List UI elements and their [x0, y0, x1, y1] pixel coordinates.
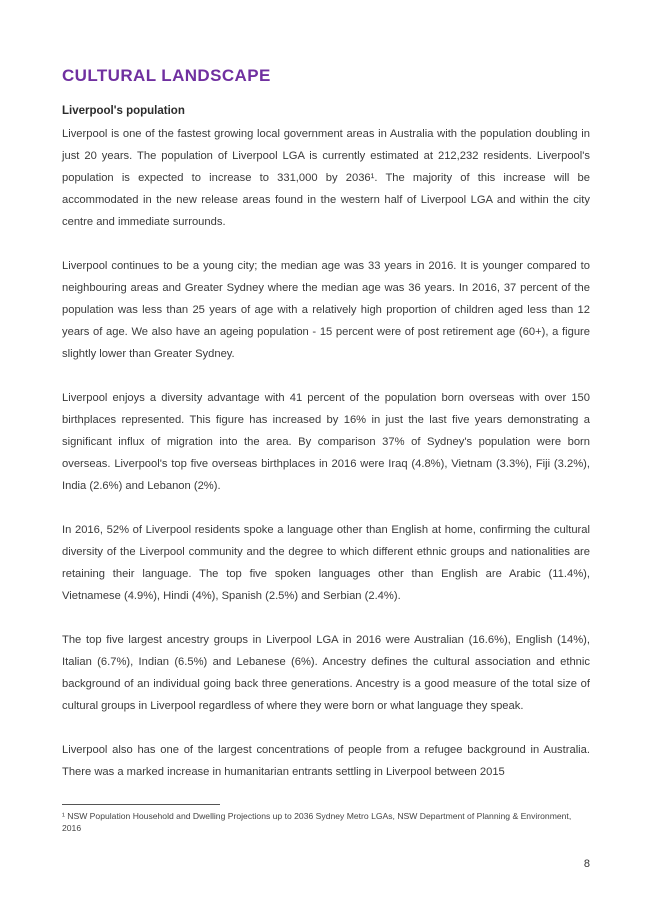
page-number: 8 [583, 858, 590, 870]
footnote-divider [62, 804, 220, 805]
paragraph-refugee: Liverpool also has one of the largest concentrations of people from a refugee background in Australia. There was a marked increase in humanitarian entrants settling in Liverpool between 2015 [62, 744, 590, 778]
subsection-heading: Liverpool's population [62, 105, 185, 117]
paragraph-population-growth: Liverpool is one of the fastest growing local government areas in Australia with the population doubling in just 20 years. The population of Liverpool LGA is currently estimated at 212,232 residents. Liverpool's population is expected to increase to 331,000 by 2036¹. The majority of this increase will be accommodated in the new release areas found in the western half of Liverpool LGA and within the city centre and immediate surrounds. [62, 128, 590, 228]
section-heading: CULTURAL LANDSCAPE [62, 66, 271, 85]
paragraph-languages: In 2016, 52% of Liverpool residents spoke a language other than English at home, confirming the cultural diversity of the Liverpool community and the degree to which different ethnic groups and nationalities are retaining their language. The top five spoken languages other than English are Arabic (11.4%), Vietnamese (4.9%), Hindi (4%), Spanish (2.5%) and Serbian (2.4%). [62, 524, 590, 602]
footnote: ¹ NSW Population Household and Dwelling Projections up to 2036 Sydney Metro LGAs, NSW Department of Planning & Environment, 2016 [62, 811, 572, 833]
paragraph-median-age: Liverpool continues to be a young city; the median age was 33 years in 2016. It is younger compared to neighbouring areas and Greater Sydney where the median age was 36 years. In 2016, 37 percent of the population was less than 25 years of age with a relatively high proportion of children aged less than 12 years of age. We also have an ageing population - 15 percent were of post retirement age (60+), a figure slightly lower than Greater Sydney. [62, 260, 590, 360]
paragraph-birthplaces: Liverpool enjoys a diversity advantage with 41 percent of the population born overseas with over 150 birthplaces represented. This figure has increased by 16% in just the last five years demonstrating a significant influx of migration into the area. By comparison 37% of Sydney's population were born overseas. Liverpool's top five overseas birthplaces in 2016 were Iraq (4.8%), Vietnam (3.3%), Fiji (3.2%), India (2.6%) and Lebanon (2%). [62, 392, 590, 492]
body-text [62, 123, 590, 805]
paragraph-ancestry: The top five largest ancestry groups in Liverpool LGA in 2016 were Australian (16.6%), English (14%), Italian (6.7%), Indian (6.5%) and Lebanese (6%). Ancestry defines the cultural association and ethnic background of an individual going back three generations. Ancestry is a good measure of the total size of cultural groups in Liverpool regardless of where they were born or what language they speak. [62, 634, 590, 712]
